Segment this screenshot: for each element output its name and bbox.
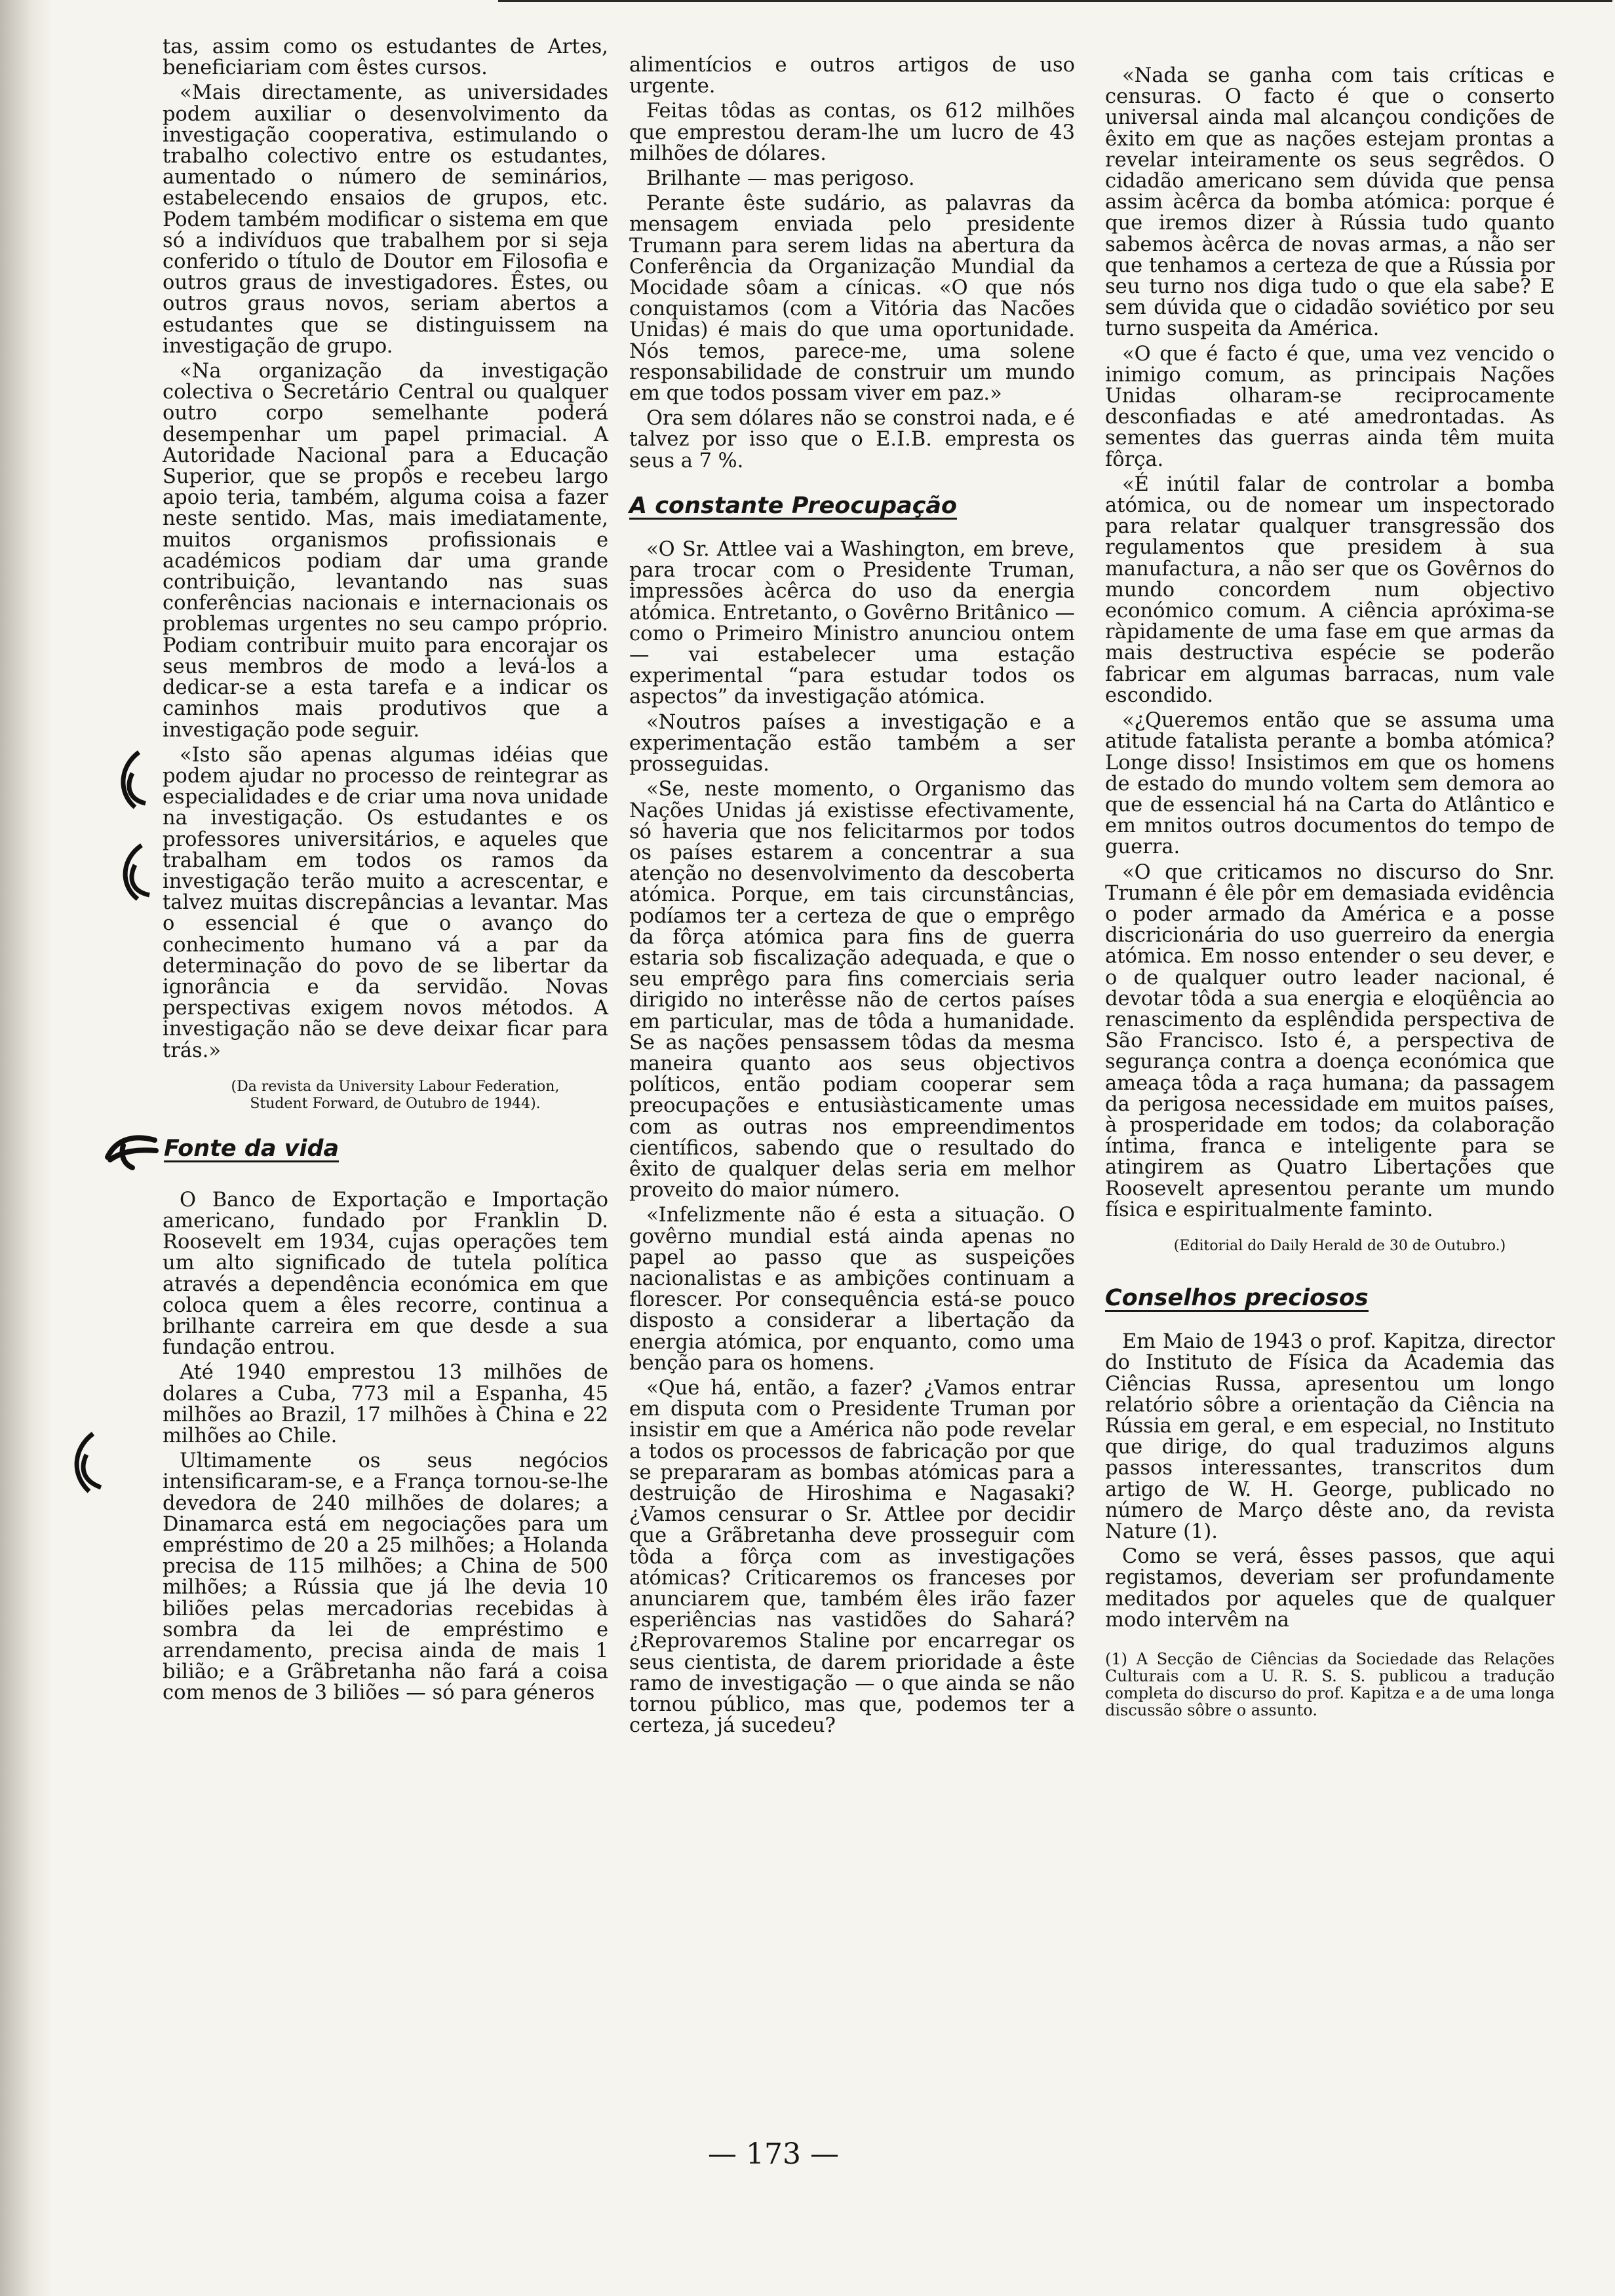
paragraph: «Se, neste momento, o Organismo das Nações Unidas já existisse efectivamente, só haveria que nos felicitarmos por todos os países estarem a concentrar a sua atenção no desenvolvimento da descoberta atómica. Porque, em tais circunstâncias, podíamos ter a certeza de que o emprêgo da fôrça atómica para fins de guerra estaria sob fiscalização adequada, e que o seu emprêgo para fins comerciais seria dirigido no interêsse não de certos países em particular, mas de tôda a humanidade. Se as nações pensassem tôdas da mesma maneira quanto aos seus objectivos políticos, então podiam cooperar sem preocupações e entusiàsticamente umas com as outras nos empreendimentos científicos, sabendo que o resultado do êxito de qualquer delas seria em melhor proveito do maior número. (629, 778, 1075, 1202)
footnote: (1) A Secção de Ciências da Sociedade das Relações Culturais com a U. R. S. S. publicou a tradução completa do discurso do prof. Kapitza e a de uma longa discussão sôbre o assunto. (1105, 1650, 1555, 1720)
paragraph: O Banco de Exportação e Importação americano, fundado por Franklin D. Roosevelt em 1934, cujas operações tem um alto significado de tutela política através a dependência económica em que coloca quem a êles recorre, continua a brilhante carreira em que desde a sua fundação entrou. (163, 1188, 608, 1360)
paragraph: «Infelizmente não é esta a situação. O govêrno mundial está ainda apenas no papel ao passo que as suspeições nacionalistas e as ambições continuam a florescer. Por consequência está-se pouco disposto a considerar a libertação da energia atómica, por enquanto, como uma benção para os homens. (629, 1204, 1075, 1375)
paragraph: «Nada se ganha com tais críticas e censuras. O facto é que o conserto universal ainda mal alcançou condições de êxito em que as nações estejam prontas a revelar inteiramente os seus segrêdos. O cidadão americano sem dúvida que pensa assim àcêrca da bomba atómica: porque é que iremos dizer à Rússia tudo quanto sabemos àcêrca de novas armas, a não ser que tenhamos a certeza de que a Rússia por seu turno nos diga tudo o que ela sabe? E sem dúvida que o cidadão soviético por seu turno suspeita da América. (1105, 64, 1555, 341)
paragraph: Ultimamente os seus negócios intensificaram-se, e a França tornou-se-lhe devedora de 240 milhões de dolares; a Dinamarca está em negociações para um empréstimo de 20 a 25 milhões; a Holanda precisa de 115 milhões; a China de 500 milhões; a Rússia que já lhe devia 10 biliões pelas mercadorias recebidas à sombra da lei de empréstimo e arrendamento, precisa ainda de mais 1 bilião; e a Grãbretanha não fará a coisa com menos de 3 biliões — só para géneros (163, 1449, 608, 1705)
paragraph: «O Sr. Attlee vai a Washington, em breve, para trocar com o Presidente Truman, impressões àcêrca do uso da energia atómica. Entretanto, o Govêrno Britânico — como o Primeiro Ministro anunciou ontem — vai estabelecer uma estação experimental “para estudar todos os aspectos” da investigação atómica. (629, 538, 1075, 709)
paragraph: «O que criticamos no discurso do Snr. Trumann é êle pôr em demasiada evidência o poder armado da América e a posse discricionária do uso guerreiro da energia atómica. Em nosso entender o seu dever, e o de qualquer outro leader nacional, é devotar tôda a sua energia e eloqüência ao renascimento da esplêndida perspectiva de São Francisco. Isto é, a perspectiva de segurança contra a doença económica que ameaça tôda a raça humana; da passagem da perigosa necessidade em muitos países, à prosperidade em todos; da colaboração íntima, franca e inteligente para se atingirem as Quatro Libertações que Roosevelt apresentou perante um mundo física e espiritualmente faminto. (1105, 860, 1555, 1221)
section-heading-fonte: Fonte da vida (164, 1136, 340, 1162)
margin-bracket-mark (64, 1428, 110, 1507)
paragraph: Ora sem dólares não se constroi nada, e é talvez por isso que o E.I.B. empresta os seus a 7 %. (629, 407, 1075, 472)
paragraph: alimentícios e outros artigos de uso urgente. (629, 54, 1075, 98)
section-heading-conselhos: Conselhos preciosos (1105, 1284, 1369, 1311)
paragraph: «Que há, então, a fazer? ¿Vamos entrar em disputa com o Presidente Truman por insistir em que a América não pode revelar a todos os processos de fabricação por que se prepararam as bombas atómicas para a destruição de Hiroshima e Nagasaki? ¿Vamos censurar o Sr. Attlee por decidir que a Grãbretanha deve prosseguir com tôda a fôrça com as investigações atómicas? Criticaremos os franceses por anunciarem que, também êles irão fazer esperiências nas vastidões do Sahará? ¿Reprovaremos Staline por encarregar os seus cientista, de darem prioridade a êste ramo de investigação — o que ainda se não tornou público, mas que, podemos ter a certeza, já sucedeu? (629, 1376, 1075, 1738)
hand-drawn-mark-icon (104, 1131, 160, 1170)
paragraph: «O que é facto é que, uma vez vencido o inimigo comum, as principais Nações Unidas olharam-se reciprocamente desconfiadas e até amedrontadas. As sementes das guerras ainda têm muita fôrça. (1105, 342, 1555, 471)
paragraph: Em Maio de 1943 o prof. Kapitza, director do Instituto de Física da Academia das Ciências Russa, apresentou um longo relatório sôbre a orientação da Ciência na Rússia em geral, e em especial, no Instituto que dirige, do qual traduzimos alguns passos interessantes, transcritos dum artigo de W. H. George, publicado no número de Março dêste ano, da revista Nature (1). (1105, 1330, 1555, 1543)
section-heading-row (104, 1131, 608, 1170)
paragraph: «Na organização da investigação colectiva o Secretário Central ou qualquer outro corpo semelhante poderá desempenhar um papel primacial. A Autoridade Nacional para a Educação Superior, que se propôs e recebeu largo apoio teria, também, alguma coisa a fazer neste sentido. Mas, mais imediatamente, muitos organismos profissionais e académicos podiam dar uma grande contribuição, levantando nas suas conferências nacionais e internacionais os problemas urgentes no seu campo próprio. Podiam contribuir muito para encorajar os seus membros de modo a levá-los a dedicar-se a esta tarefa e a indicar os caminhos mais produtivos que a investigação pode seguir. (163, 360, 608, 742)
paragraph: «É inútil falar de controlar a bomba atómica, ou de nomear um inspectorado para relatar qualquer transgressão dos regulamentos que presidem à sua manufactura, a não ser que os Govêrnos do mundo concordem num objectivo económico comum. A ciência apróxima-se ràpidamente de uma fase em que armas da mais destructiva espécie se poderão fabricar em algumas barracas, num vale escondido. (1105, 472, 1555, 707)
page-number: — 173 — (708, 2137, 839, 2171)
source-citation: (Editorial do Daily Herald de 30 de Outubro.) (1173, 1237, 1506, 1254)
paragraph: «Noutros países a investigação e a experimentação estão também a ser prosseguidas. (629, 710, 1075, 776)
scan-top-rule (498, 0, 1612, 28)
paragraph: Perante êste sudário, as palavras da mensagem enviada pelo presidente Trumann para serem lidas na abertura da Conferência da Organização Mundial da Mocidade sôam a cínicas. «O que nós conquistamos (com a Vitória das Nacões Unidas) é mais do que uma oportunidade. Nós temos, parece-me, uma solene responsabilidade de construir um mundo em que todos possam viver em paz.» (629, 192, 1075, 406)
paragraph: Brilhante — mas perigoso. (646, 167, 915, 191)
paragraph: «¿Queremos então que se assuma uma atitude fatalista perante a bomba atómica? Longe disso! Insistimos em que os homens de estado do mundo voltem sem demora ao que de essencial há na Carta do Atlântico e em mnitos outros documentos do tempo de guerra. (1105, 709, 1555, 859)
paragraph: «Isto são apenas algumas idéias que podem ajudar no processo de reintegrar as especialidades e de criar uma nova unidade na investigação. Os estudantes e os professores universitários, e aqueles que trabalham em todos os ramos da investigação terão muito a acrescentar, e talvez muitas discrepâncias a levantar. Mas o essencial é que o avanço do conhecimento humano vá a par da determinação do povo de se libertar da ignorância e da servidão. Novas perspectivas exigem novos métodos. A investigação não se deve deixar ficar para trás.» (163, 743, 608, 1062)
column-2 (629, 55, 1075, 1740)
paragraph: «Mais directamente, as universidades podem auxiliar o desenvolvimento da investigação cooperativa, estimulando o trabalho colectivo entre os estudantes, aumentado o número de seminários, estabelecendo ensaios de grupos, etc. Podem também modificar o sistema em que só a indivíduos que trabalhem por si seja conferido o título de Doutor em Filosofia e outros graus de investigadores. Êstes, ou outros graus novos, seriam abertos a estudantes que se distinguissem na investigação de grupo. (163, 81, 608, 358)
column-1 (163, 37, 608, 1708)
paragraph: Feitas tôdas as contas, os 612 milhões que emprestou deram-lhe um lucro de 43 milhões de dólares. (629, 100, 1075, 165)
section-heading-preocupacao: A constante Preocupação (629, 492, 958, 519)
paragraph: Até 1940 emprestou 13 milhões de dolares a Cuba, 773 mil a Espanha, 45 milhões ao Brazil, 17 milhões à China e 22 milhões ao Chile. (163, 1361, 608, 1447)
scan-shadow (0, 0, 52, 2296)
source-citation: (Da revista da University Labour Federation, Student Forward, de Outubro de 1944). (231, 1078, 560, 1112)
paragraph: tas, assim como os estudantes de Artes, beneficiariam com êstes cursos. (163, 35, 608, 80)
margin-bracket-mark (113, 747, 159, 904)
paragraph: Como se verá, êsses passos, que aqui registamos, deveriam ser profundamente meditados por aqueles que de qualquer modo intervêm na (1105, 1545, 1555, 1632)
column-3 (1105, 66, 1555, 1719)
